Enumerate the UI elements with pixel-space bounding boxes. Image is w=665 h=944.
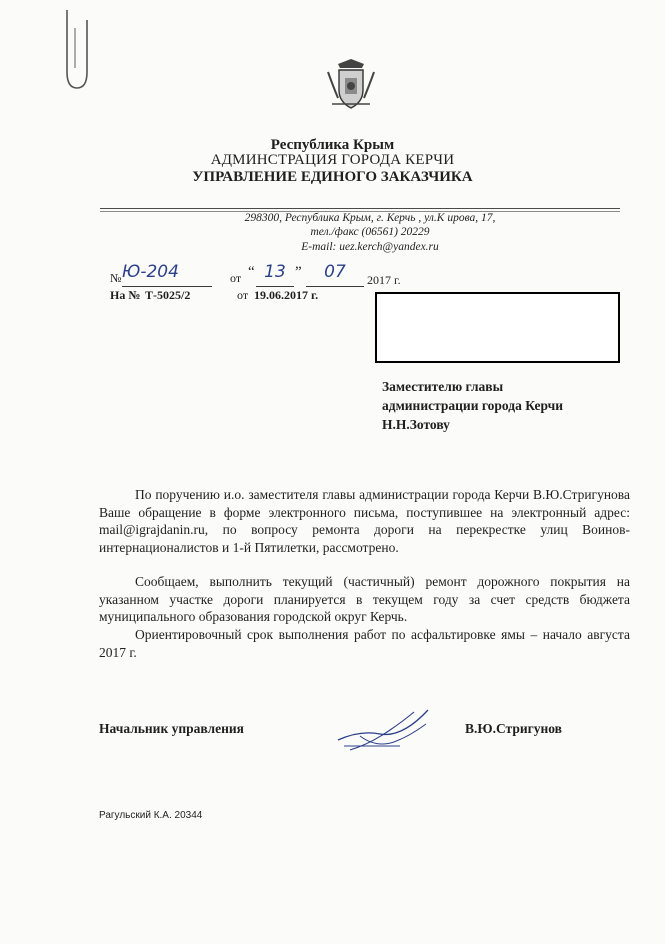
body-paragraph-2 [99, 573, 630, 626]
body-paragraph-1-text: По поручению и.о. заместителя главы администрации города Керчи В.Ю.Стригунова Ваше обращение в форме электронного письма, поступившее на электронный адрес: mail@igrajdanin.ru, по вопросу ремонта дороги на перекрестке улиц Воинов-интернационалистов и 1-й Пятилетки, рассмотрено. [99, 487, 630, 555]
body-paragraph-2-text: Сообщаем, выполнить текущий (частичный) ремонт дорожного покрытия на указанном участке дороги планируется в текущем году за счет средств бюджета муниципального образования городской округ Керчь. [99, 574, 630, 625]
recipient-line-3: Н.Н.Зотову [382, 417, 450, 432]
outgoing-day-field [256, 262, 294, 287]
incoming-number: Т-5025/2 [145, 288, 191, 302]
signatory-title: Начальник управления [99, 721, 244, 736]
outgoing-day-value: 13 [264, 262, 286, 282]
body-paragraph-1 [99, 486, 630, 556]
quote-open: “ [248, 264, 255, 280]
outgoing-number-label: № [110, 271, 122, 285]
recipient-line-2: администрации города Керчи [382, 398, 564, 413]
coat-of-arms-emblem [324, 56, 378, 112]
outgoing-year: 2017 г. [367, 273, 401, 287]
outgoing-number-value: Ю-204 [122, 262, 179, 282]
recipient-line-1: Заместителю главы [382, 379, 504, 394]
executor-line: Рагульский К.А. 20344 [99, 810, 203, 821]
outgoing-month-value: 07 [324, 262, 346, 282]
phone-fax-line: тел./факс (06561) 20229 [310, 226, 430, 238]
recipient-block [382, 377, 563, 434]
email-line: E-mail: uez.kerch@yandex.ru [301, 241, 439, 253]
header-divider [100, 208, 620, 209]
paperclip-mark [55, 8, 99, 100]
incoming-from-label: от [237, 288, 249, 302]
address-line: 298300, Республика Крым, г. Керчь , ул.К ирова, 17, [244, 212, 496, 224]
outgoing-from-label: от [230, 271, 242, 285]
quote-close: ” [295, 264, 302, 280]
handwritten-signature [330, 700, 440, 758]
body-paragraph-3-text: Ориентировочный срок выполнения работ по асфальтировке ямы – начало августа 2017 г. [99, 627, 630, 660]
incoming-number-label: На № [110, 288, 141, 302]
outgoing-number-field [122, 262, 212, 287]
outgoing-month-field [306, 262, 364, 287]
body-paragraph-3 [99, 626, 630, 661]
department-title: УПРАВЛЕНИЕ ЕДИНОГО ЗАКАЗЧИКА [192, 169, 473, 185]
region-title: Республика Крым [270, 137, 395, 153]
incoming-date: 19.06.2017 г. [254, 288, 319, 302]
redacted-block [375, 292, 620, 363]
administration-title: АДМИНСТРАЦИЯ ГОРОДА КЕРЧИ [210, 152, 455, 168]
signatory-name: В.Ю.Стригунов [465, 721, 562, 736]
